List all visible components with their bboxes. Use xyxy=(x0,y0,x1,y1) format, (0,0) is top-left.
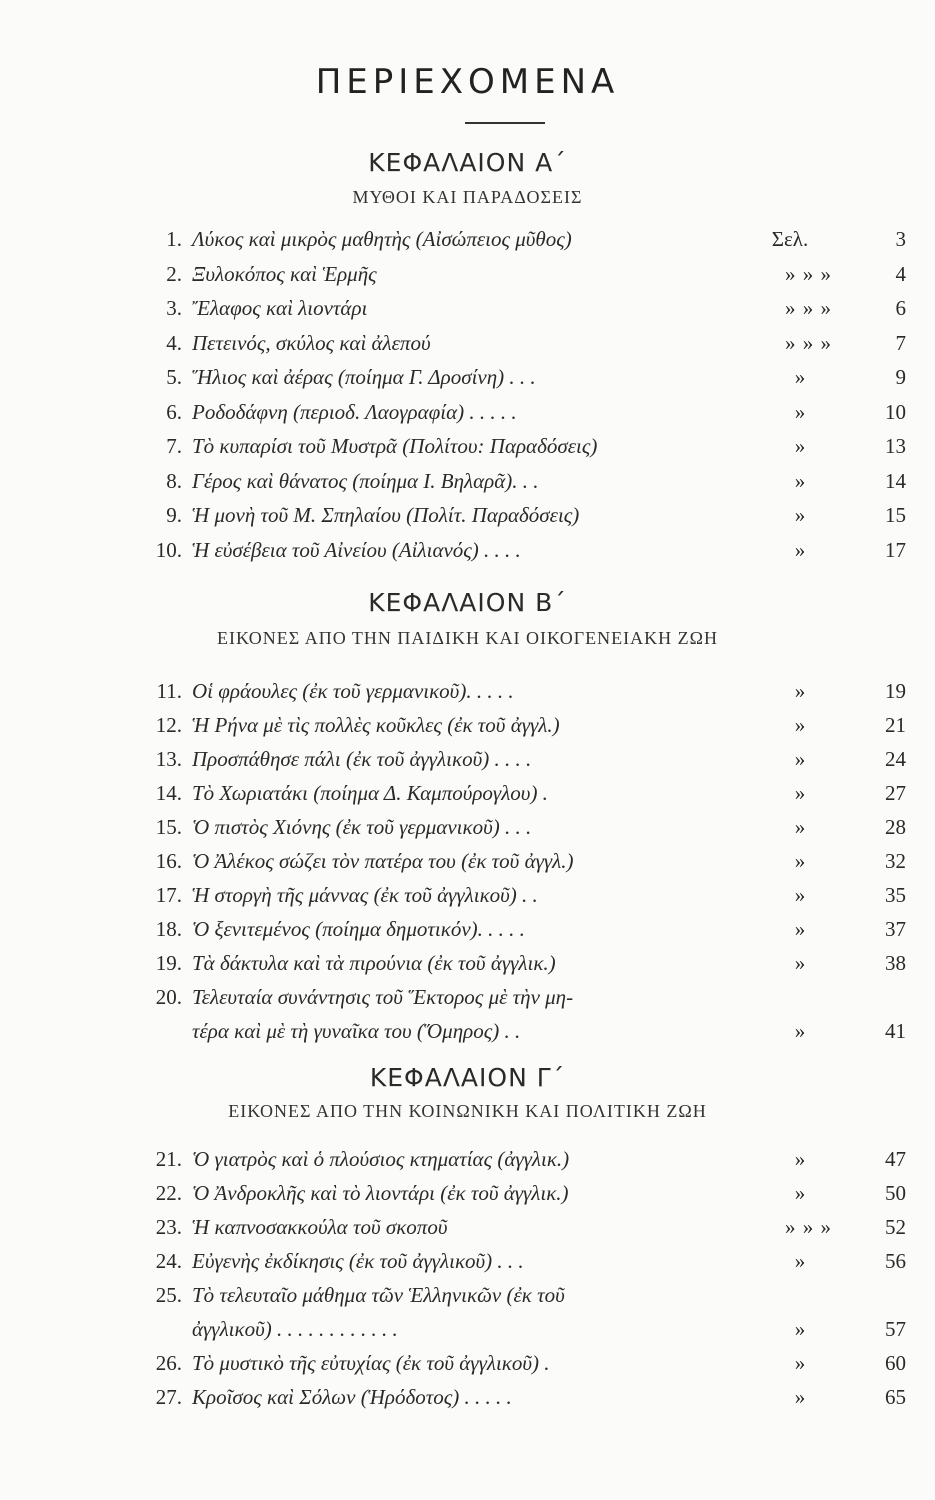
entry-title: Ἔλαφος καὶ λιοντάρι xyxy=(192,296,368,320)
ditto-mark: » xyxy=(794,1317,806,1341)
contents-entry xyxy=(140,1014,910,1048)
contents-entry xyxy=(140,742,910,776)
entry-title: Ὁ Ἀνδροκλῆς καὶ τὸ λιοντάρι (ἐκ τοῦ ἀγγλικ.) xyxy=(192,1181,569,1205)
contents-entry xyxy=(140,498,910,532)
entry-page-number: 57 xyxy=(885,1317,906,1341)
entry-title: Ἡ Ρήνα μὲ τὶς πολλὲς κοῦκλες (ἐκ τοῦ ἀγγλ.) xyxy=(192,713,560,737)
entry-page-number: 47 xyxy=(885,1147,906,1171)
entry-number: 1. xyxy=(166,227,182,251)
entry-title: Προσπάθησε πάλι (ἐκ τοῦ ἀγγλικοῦ) . . . . xyxy=(192,747,532,771)
contents-entry xyxy=(140,1346,910,1380)
ditto-mark: » xyxy=(794,365,806,389)
entry-number: 14. xyxy=(155,781,182,805)
entry-number: 4. xyxy=(166,330,182,355)
contents-entry xyxy=(140,980,910,1014)
ditto-mark: » xyxy=(794,917,806,941)
chapter-subheading: ΜΥΘΟΙ ΚΑΙ ΠΑΡΑΔΟΣΕΙΣ xyxy=(352,187,583,207)
ditto-mark: » xyxy=(794,434,806,458)
entry-page-number: 7 xyxy=(895,330,906,355)
chapter-subheading: ΕΙΚΟΝΕΣ ΑΠΟ ΤΗΝ ΚΟΙΝΩΝΙΚΗ ΚΑΙ ΠΟΛΙΤΙΚΗ ΖΩΗ xyxy=(228,1101,707,1121)
entry-page-number: 3 xyxy=(895,227,906,251)
entry-number: 12. xyxy=(155,713,182,737)
entry-title: Τελευταία συνάντησις τοῦ Ἕκτορος μὲ τὴν μη- xyxy=(192,985,574,1009)
entry-title: Τὸ μυστικὸ τῆς εὐτυχίας (ἐκ τοῦ ἀγγλικοῦ) . xyxy=(192,1351,550,1375)
entry-page-number: 38 xyxy=(885,951,906,975)
contents-entry xyxy=(140,878,910,912)
contents-entry xyxy=(140,708,910,742)
ditto-mark: » xyxy=(794,747,806,771)
entry-title: Λύκος καὶ μικρὸς μαθητὴς (Αἰσώπειος μῦθος) xyxy=(192,227,572,251)
entry-page-number: 50 xyxy=(885,1181,906,1205)
ditto-mark: » xyxy=(794,883,806,907)
entry-title: Τὸ κυπαρίσι τοῦ Μυστρᾶ (Πολίτου: Παραδόσεις) xyxy=(192,434,598,458)
entry-title: Ἡ μονὴ τοῦ Μ. Σπηλαίου (Πολίτ. Παραδόσεις) xyxy=(192,503,580,527)
ditto-mark: » xyxy=(794,713,806,737)
contents-entry xyxy=(140,1244,910,1278)
entry-page-number: 14 xyxy=(885,468,906,493)
entry-page-number: 35 xyxy=(885,883,906,907)
entry-number: 23. xyxy=(155,1215,182,1239)
ditto-mark: » xyxy=(794,503,806,527)
entry-page-number: 13 xyxy=(885,434,906,458)
entry-title: Ξυλοκόπος καὶ Ἑρμῆς xyxy=(192,261,377,286)
ditto-mark: » xyxy=(794,1147,806,1171)
entry-number: 21. xyxy=(155,1147,182,1171)
entry-number: 18. xyxy=(155,917,182,941)
entry-title: Οἱ φράουλες (ἐκ τοῦ γερμανικοῦ). . . . . xyxy=(192,679,514,703)
entry-page-number: 10 xyxy=(885,399,906,424)
contents-entry xyxy=(140,1278,910,1312)
contents-entry xyxy=(140,395,910,429)
entry-title: Ἡ στοργὴ τῆς μάννας (ἐκ τοῦ ἀγγλικοῦ) . . xyxy=(192,883,538,907)
entry-page-number: 27 xyxy=(885,781,906,805)
entry-title: Ἡ καπνοσακκούλα τοῦ σκοποῦ xyxy=(192,1215,448,1239)
entry-number: 10. xyxy=(155,537,182,562)
entry-number: 2. xyxy=(166,261,182,286)
contents-entry xyxy=(140,1380,910,1414)
contents-entry xyxy=(140,1176,910,1210)
entry-number: 22. xyxy=(155,1181,182,1205)
entry-number: 5. xyxy=(166,365,182,389)
entry-number: 24. xyxy=(155,1249,182,1273)
entry-title: Ὁ πιστὸς Χιόνης (ἐκ τοῦ γερμανικοῦ) . . . xyxy=(192,815,532,839)
entry-title: Γέρος καὶ θάνατος (ποίημα Ι. Βηλαρᾶ). . . xyxy=(192,468,539,493)
ditto-mark: » xyxy=(794,537,806,562)
entry-page-number: 21 xyxy=(885,713,906,737)
entry-page-number: 17 xyxy=(885,537,906,562)
entry-title: Εὐγενὴς ἐκδίκησις (ἐκ τοῦ ἀγγλικοῦ) . . . xyxy=(192,1249,524,1273)
ditto-mark: » xyxy=(794,951,806,975)
entry-page-number: 6 xyxy=(895,296,906,320)
contents-entry xyxy=(140,533,910,567)
entry-number: 7. xyxy=(166,434,182,458)
ditto-mark: » xyxy=(794,1019,806,1043)
contents-entry xyxy=(140,326,910,360)
ditto-mark: » » » xyxy=(785,1215,832,1239)
entry-number: 11. xyxy=(156,679,182,703)
entry-page-number: 60 xyxy=(885,1351,906,1375)
entry-title: Τὰ δάκτυλα καὶ τὰ πιρούνια (ἐκ τοῦ ἀγγλικ.) xyxy=(192,951,556,975)
ditto-mark: » xyxy=(794,1181,806,1205)
entry-title: Πετεινός, σκύλος καὶ ἀλεπού xyxy=(192,330,431,355)
entry-number: 15. xyxy=(155,815,182,839)
entry-page-number: 37 xyxy=(885,917,906,941)
entry-page-number: 19 xyxy=(885,679,906,703)
contents-entry xyxy=(140,429,910,463)
entry-page-number: 15 xyxy=(885,503,906,527)
contents-entry xyxy=(140,222,910,256)
ditto-mark: » xyxy=(794,1249,806,1273)
entry-number: 8. xyxy=(166,468,182,493)
chapter-heading: ΚΕΦΑΛΑΙΟΝ Γ΄ xyxy=(369,1063,566,1092)
entry-title: ἀγγλικοῦ) . . . . . . . . . . . . xyxy=(192,1317,398,1341)
entry-title: Ὁ ξενιτεμένος (ποίημα δημοτικόν). . . . . xyxy=(192,917,525,941)
entry-title: τέρα καὶ μὲ τὴ γυναῖκα του (Ὅμηρος) . . xyxy=(192,1019,521,1043)
entry-page-number: 56 xyxy=(885,1249,906,1273)
entry-number: 26. xyxy=(155,1351,182,1375)
page-title: ΠΕΡΙΕΧΟΜΕΝΑ xyxy=(315,62,620,102)
ditto-mark: » xyxy=(794,468,806,493)
entry-number: 13. xyxy=(155,747,182,771)
ditto-mark: » » » xyxy=(785,330,832,355)
entry-page-number: 52 xyxy=(885,1215,906,1239)
entry-page-number: 4 xyxy=(895,261,906,286)
chapter-heading: ΚΕΦΑΛΑΙΟΝ Β΄ xyxy=(368,588,567,617)
entry-page-number: 65 xyxy=(885,1385,906,1409)
entry-title: Τὸ τελευταῖο μάθημα τῶν Ἑλληνικῶν (ἐκ τοῦ xyxy=(192,1283,565,1307)
ditto-mark: » » » xyxy=(785,296,832,320)
ditto-mark: » xyxy=(794,815,806,839)
contents-entry xyxy=(140,257,910,291)
entry-number: 25. xyxy=(155,1283,182,1307)
entry-title: Τὸ Χωριατάκι (ποίημα Δ. Καμπούρογλου) . xyxy=(192,781,548,805)
entry-title: Ἡ εὐσέβεια τοῦ Αἰνείου (Αἰλιανός) . . . . xyxy=(192,537,521,562)
entry-number: 3. xyxy=(166,296,182,320)
contents-entry xyxy=(140,844,910,878)
contents-entry xyxy=(140,1210,910,1244)
entry-number: 6. xyxy=(166,399,182,424)
chapter-heading: ΚΕΦΑΛΑΙΟΝ Α΄ xyxy=(368,148,567,177)
entry-title: Ὁ γιατρὸς καὶ ὁ πλούσιος κτηματίας (ἀγγλικ.) xyxy=(192,1147,570,1171)
contents-entry xyxy=(140,776,910,810)
entry-number: 9. xyxy=(166,503,182,527)
ditto-mark: » xyxy=(794,849,806,873)
ditto-mark: » » » xyxy=(785,261,832,286)
ditto-mark: » xyxy=(794,1351,806,1375)
entry-page-number: 9 xyxy=(895,365,906,389)
contents-entry xyxy=(140,1312,910,1346)
contents-entry xyxy=(140,946,910,980)
contents-entry xyxy=(140,674,910,708)
entry-number: 19. xyxy=(155,951,182,975)
entry-title: Ὁ Ἀλέκος σώζει τὸν πατέρα του (ἐκ τοῦ ἀγγλ.) xyxy=(192,849,574,873)
entry-page-number: 24 xyxy=(885,747,906,771)
ditto-mark: » xyxy=(794,679,806,703)
entry-number: 17. xyxy=(155,883,182,907)
page-label: Σελ. xyxy=(771,227,809,251)
entry-title: Κροῖσος καὶ Σόλων (Ἡρόδοτος) . . . . . xyxy=(192,1385,512,1409)
entry-number: 16. xyxy=(155,849,182,873)
chapter-subheading: ΕΙΚΟΝΕΣ ΑΠΟ ΤΗΝ ΠΑΙΔΙΚΗ ΚΑΙ ΟΙΚΟΓΕΝΕΙΑΚΗ ΖΩΗ xyxy=(217,628,718,648)
contents-entry xyxy=(140,464,910,498)
entry-title: Ἥλιος καὶ ἀέρας (ποίημα Γ. Δροσίνη) . . . xyxy=(192,365,536,389)
contents-entry xyxy=(140,912,910,946)
entry-page-number: 28 xyxy=(885,815,906,839)
entry-number: 27. xyxy=(155,1385,182,1409)
entry-page-number: 32 xyxy=(885,849,906,873)
ditto-mark: » xyxy=(794,781,806,805)
entry-title: Ροδοδάφνη (περιοδ. Λαογραφία) . . . . . xyxy=(192,399,517,424)
ditto-mark: » xyxy=(794,399,806,424)
entry-page-number: 41 xyxy=(885,1019,906,1043)
entry-number: 20. xyxy=(155,985,182,1009)
contents-entry xyxy=(140,360,910,394)
contents-entry xyxy=(140,810,910,844)
ditto-mark: » xyxy=(794,1385,806,1409)
contents-entry xyxy=(140,1142,910,1176)
contents-entry xyxy=(140,291,910,325)
